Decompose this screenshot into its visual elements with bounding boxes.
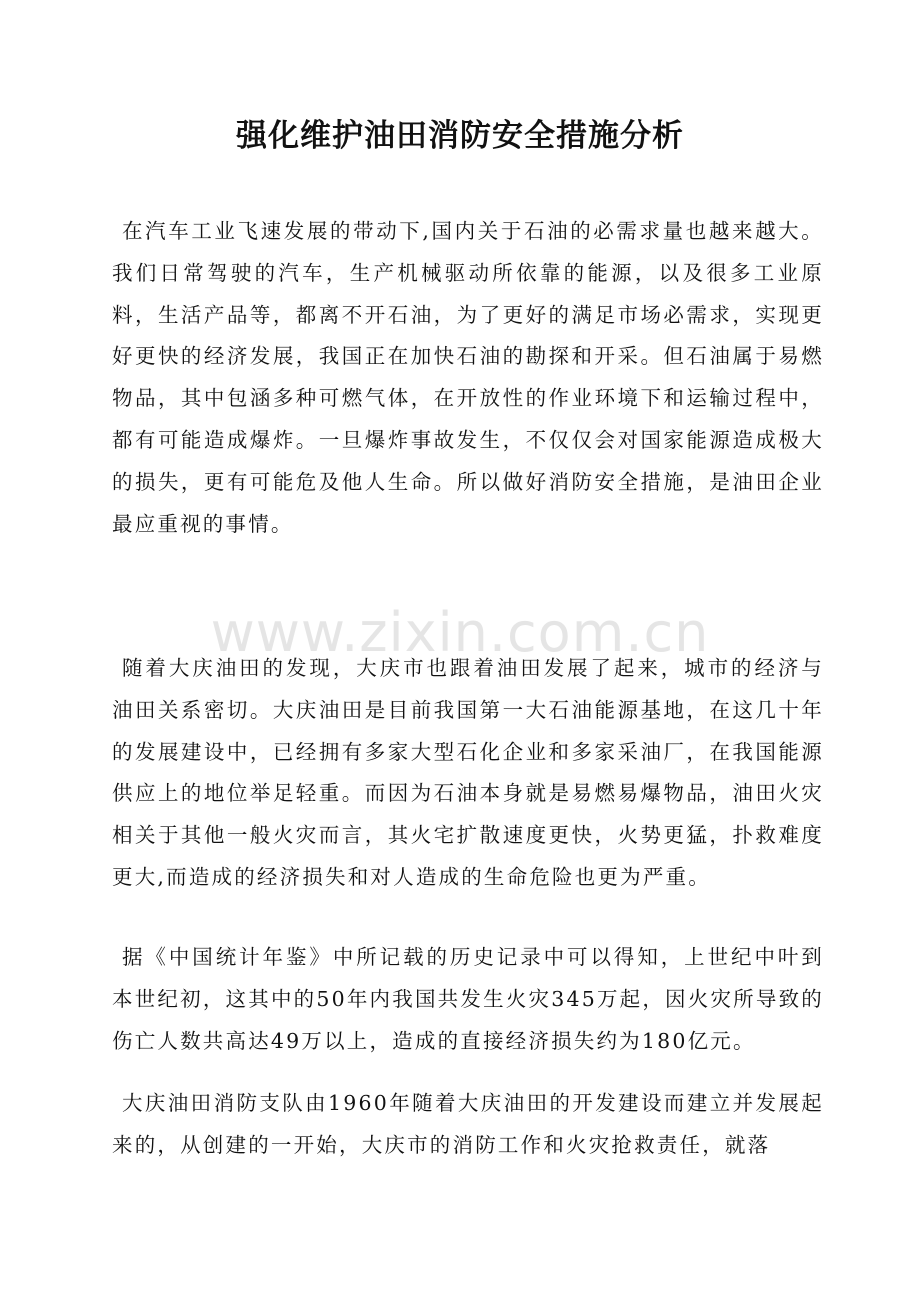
paragraph-1: 在汽车工业飞速发展的带动下,国内关于石油的必需求量也越来越大。我们日常驾驶的汽车，生产机械驱动所依靠的能源，以及很多工业原料，生活产品等，都离不开石油，为了更好的满足市场必需求，实现更好更快的经济发展，我国正在加快石油的勘探和开采。但石油属于易燃物品，其中包涵多种可燃气体，在开放性的作业环境下和运输过程中，都有可能造成爆炸。一旦爆炸事故发生，不仅仅会对国家能源造成极大的损失，更有可能危及他人生命。所以做好消防安全措施，是油田企业最应重视的事情。 [112, 219, 824, 536]
paragraph-4: 大庆油田消防支队由1960年随着大庆油田的开发建设而建立并发展起来的，从创建的一开始，大庆市的消防工作和火灾抢救责任，就落 [112, 1091, 824, 1157]
paragraph-2: 随着大庆油田的发现，大庆市也跟着油田发展了起来，城市的经济与油田关系密切。大庆油田是目前我国第一大石油能源基地，在这几十年的发展建设中，已经拥有多家大型石化企业和多家采油厂，在我国能源供应上的地位举足轻重。而因为石油本身就是易燃易爆物品，油田火灾相关于其他一般火灾而言，其火宅扩散速度更快，火势更猛，扑救难度更大,而造成的经济损失和对人造成的生命危险也更为严重。 [112, 656, 824, 889]
paragraph-3: 据《中国统计年鉴》中所记载的历史记录中可以得知，上世纪中叶到本世纪初，这其中的50年内我国共发生火灾345万起，因火灾所导致的伤亡人数共高达49万以上，造成的直接经济损失约为180亿元。 [112, 945, 824, 1053]
document-title: 强化维护油田消防安全措施分析 [236, 118, 684, 154]
watermark: www.zixin.com.cn [210, 601, 710, 664]
